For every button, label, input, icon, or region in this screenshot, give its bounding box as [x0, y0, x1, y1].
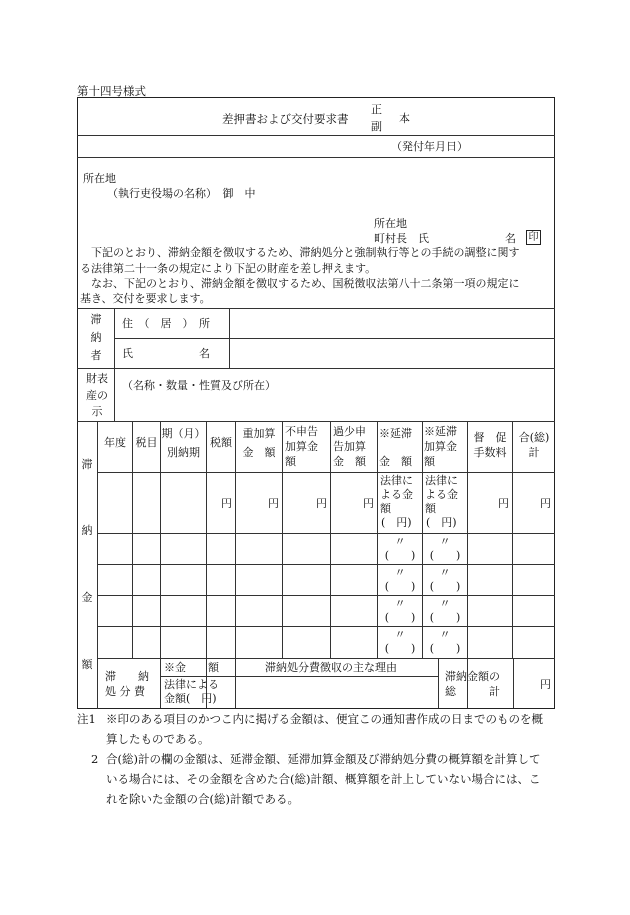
late-ditto-r3: 〃	[394, 566, 406, 579]
form-number: 第十四号様式	[77, 84, 146, 98]
grand-total-label-b: 総 計	[445, 685, 500, 698]
late-law-3: 額	[380, 502, 391, 515]
col-nonfiling-header-b: 加算金	[285, 440, 318, 453]
col-period-header-a: 期（月）	[161, 427, 206, 440]
note2-line3: れを除いた金額の合(総)計額である。	[106, 792, 299, 806]
row3-bottom-line	[97, 595, 555, 596]
col-latex-header-b: 加算金	[424, 440, 457, 453]
col-taxitem-header: 税目	[135, 436, 158, 449]
col-nonfiling-divider	[330, 421, 331, 658]
body-para2-line1: なお、下記のとおり、滞納金額を徴収するため、国税徴収法第八十二条第一項の規定に	[80, 277, 520, 290]
property-top-line	[77, 368, 555, 369]
fuku-label: 副	[371, 120, 382, 133]
col-heavy-header-b: 金 額	[242, 446, 276, 459]
late-paren-r2: ( )	[384, 549, 416, 562]
latex-law-3: 額	[425, 502, 436, 515]
note1-line2: 算したものである。	[106, 732, 210, 746]
property-label: 財表産の示	[86, 372, 108, 418]
amount-char-4: 額	[81, 658, 93, 671]
latex-paren-r2: ( )	[429, 549, 461, 562]
yen-tax: 円	[221, 497, 232, 510]
sender-location: 所在地	[374, 217, 407, 230]
delinquent-char-2: 納	[90, 331, 102, 344]
note1-line1: ※印のある項目のかつこ内に掲げる金額は、便宜この通知書作成の日までのものを概	[106, 712, 543, 726]
col-nonfiling-header-c: 額	[285, 455, 296, 468]
late-law-2: よる金	[380, 488, 413, 501]
note2-line2: いる場合には、その金額を含めた合(総)計額、概算額を計上していない場合には、こ	[106, 772, 541, 786]
disposal-reason-label: 滞納処分費徴収の主な理由	[265, 661, 397, 674]
sender-mayor: 町村長 氏	[374, 232, 429, 245]
yen-nonfiling: 円	[316, 497, 327, 510]
header-line	[77, 135, 555, 136]
disposal-amount-label: ※金 額	[164, 661, 219, 674]
amount-char-1: 滞	[81, 458, 93, 471]
form-title: 差押書および交付要求書	[222, 112, 349, 126]
late-paren-r3: ( )	[384, 580, 416, 593]
col-under-header-b: 告加算	[333, 440, 366, 453]
disposal-law-b: 金額( 円)	[164, 692, 217, 705]
col-year-divider	[132, 421, 133, 658]
property-label-divider	[114, 368, 115, 421]
col-total-header-b: 計	[528, 446, 540, 459]
latex-paren-r3: ( )	[429, 580, 461, 593]
body-para1-line2: る法律第二十一条の規定により下記の財産を差し押えます。	[80, 262, 377, 275]
addressee-location: 所在地	[83, 172, 116, 185]
row5-bottom-line	[97, 658, 555, 659]
late-ditto-r2: 〃	[394, 535, 406, 548]
col-under-header-a: 過少申	[333, 425, 366, 438]
amount-top-line	[77, 421, 555, 422]
latex-ditto-r4: 〃	[439, 597, 451, 610]
amount-char-3: 金	[81, 591, 93, 604]
col-tax-header: 税額	[210, 436, 232, 449]
yen-under: 円	[363, 497, 374, 510]
col-late-header-b: 金 額	[379, 455, 412, 468]
col-period-header-b: 別納期	[167, 446, 200, 459]
delinquent-top-line	[77, 308, 555, 309]
delinquent-char-3: 者	[90, 349, 102, 362]
disposal-label-a: 滞 納	[105, 670, 149, 683]
disposal-law-a: 法律による	[164, 678, 219, 691]
disposal-mid-line	[160, 676, 438, 677]
seal	[526, 230, 541, 245]
col-latex-header-a: ※延滞	[424, 425, 457, 438]
delinquent-mid-line	[114, 338, 555, 339]
row2-bottom-line	[97, 564, 555, 565]
date-line	[77, 157, 555, 158]
header-bottom-line	[97, 472, 555, 473]
latex-ditto-r3: 〃	[439, 566, 451, 579]
sei-label: 正	[371, 103, 382, 116]
latex-law-1: 法律に	[425, 474, 458, 487]
latex-paren-r5: ( )	[429, 642, 461, 655]
issue-date: （発付年月日）	[391, 140, 468, 153]
seal-mark: 印	[526, 230, 541, 245]
col-heavy-divider	[282, 421, 283, 658]
sender-name-label: 名	[505, 232, 516, 245]
late-law-amount: ( 円)	[381, 516, 412, 529]
late-law-1: 法律に	[380, 474, 413, 487]
note1-label: 注1	[77, 712, 96, 726]
note2-label: 2	[91, 752, 99, 766]
body-para1-line1: 下記のとおり、滞納金額を徴収するため、滞納処分と強制執行等との手続の調整に関す	[80, 246, 520, 259]
delinquent-char-1: 滞	[90, 313, 102, 326]
col-dunning-header-b: 手数料	[473, 446, 507, 459]
col-late-header-a: ※延滞	[379, 427, 412, 440]
latex-ditto-r5: 〃	[439, 628, 451, 641]
yen-total: 円	[540, 497, 551, 510]
col-under-header-c: 金 額	[333, 455, 366, 468]
amount-label-divider	[97, 421, 98, 709]
col-nonfiling-header-a: 不申告	[285, 425, 318, 438]
row4-bottom-line	[97, 626, 555, 627]
late-paren-r4: ( )	[384, 611, 416, 624]
latex-law-2: よる金	[425, 488, 458, 501]
disposal-total-divider	[438, 658, 439, 708]
amount-char-2: 納	[81, 524, 93, 537]
col-dunning-header-a: 督 促	[473, 431, 507, 444]
latex-ditto-r2: 〃	[439, 535, 451, 548]
col-heavy-header-a: 重加算	[242, 427, 276, 440]
note2-line1: 合(総)計の欄の金額は、延滞金額、延滞加算金額及び滞納処分費の概算額を計算して	[106, 752, 541, 766]
addressee-office: （執行吏役場の名称） 御 中	[107, 187, 256, 200]
row1-bottom-line	[97, 533, 555, 534]
yen-heavy: 円	[268, 497, 279, 510]
hon-label: 本	[399, 112, 410, 125]
late-ditto-r4: 〃	[394, 597, 406, 610]
disposal-label-b: 処 分 費	[105, 685, 145, 698]
grand-total-label-a: 滞納金額の	[445, 670, 500, 683]
body-para2-line2: 基き、交付を要求します。	[80, 292, 211, 305]
latex-law-amount: ( 円)	[426, 516, 457, 529]
late-ditto-r5: 〃	[394, 628, 406, 641]
grand-total-yen: 円	[540, 678, 551, 691]
delinquent-name-label: 氏 名	[122, 347, 210, 360]
col-year-header: 年度	[104, 436, 126, 449]
latex-paren-r4: ( )	[429, 611, 461, 624]
property-desc: （名称・数量・性質及び所在）	[122, 379, 276, 392]
col-latex-header-c: 額	[424, 455, 435, 468]
yen-dunning: 円	[498, 497, 509, 510]
col-total-header-a: 合(総)	[518, 431, 550, 444]
late-paren-r5: ( )	[384, 642, 416, 655]
delinquent-address-label: 住 （ 居 ） 所	[122, 317, 210, 330]
